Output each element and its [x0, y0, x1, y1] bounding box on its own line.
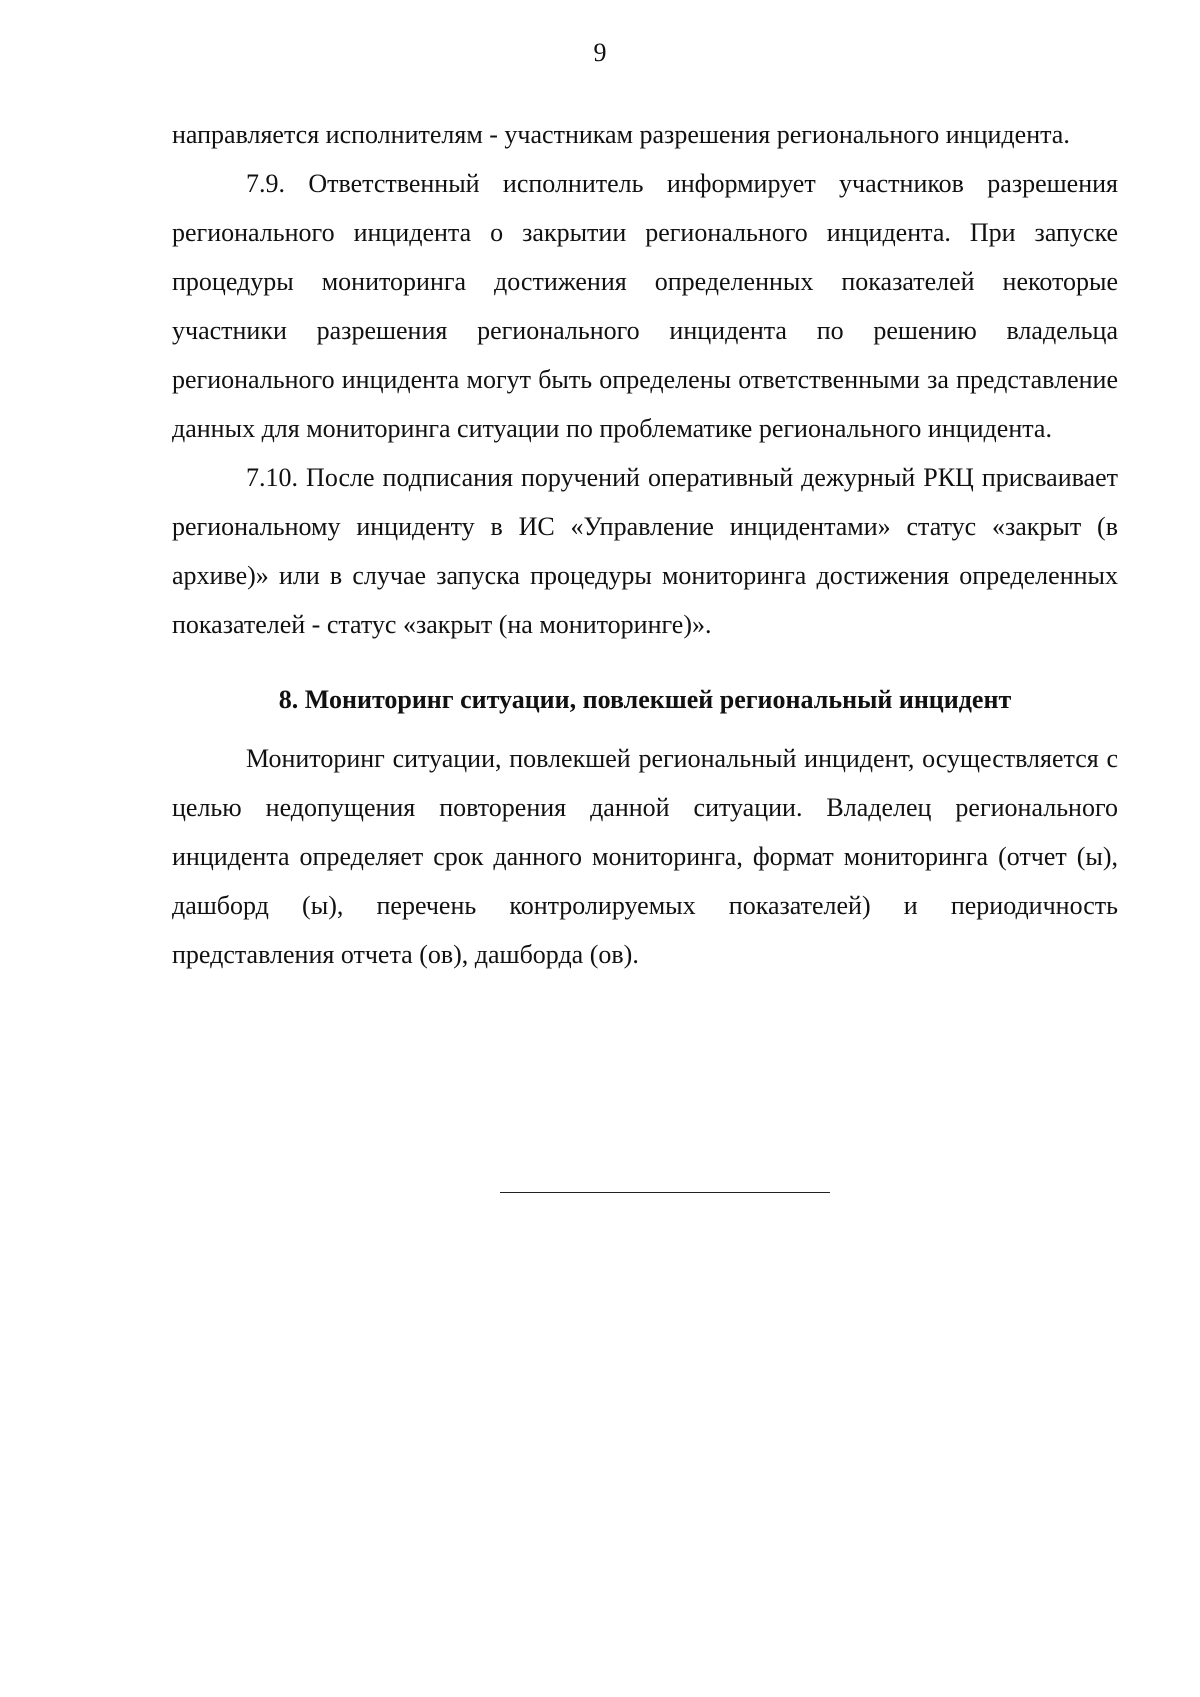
paragraph-continuation: направляется исполнителям - участникам разрешения регионального инцидента. — [172, 120, 1070, 149]
paragraph-7-9: 7.9. Ответственный исполнитель информирует участников разрешения регионального инцидента о закрытии регионального инцидента. При запуске процедуры мониторинга достижения определенных показателей некоторые участники разрешения регионального инцидента по решению владельца регионального инцидента могут быть определены ответственными за представление данных для мониторинга ситуации по проблематике регионального инцидента. — [172, 169, 1118, 443]
end-of-document-rule — [500, 1192, 830, 1193]
section-8-heading: 8. Мониторинг ситуации, повлекшей региональный инцидент — [278, 685, 1012, 714]
page-number: 9 — [593, 38, 607, 67]
section-8-paragraph: Мониторинг ситуации, повлекшей региональный инцидент, осуществляется с целью недопущения повторения данной ситуации. Владелец регионального инцидента определяет срок данного мониторинга, формат мониторинга (отчет (ы), дашборд (ы), перечень контролируемых показателей) и периодичность представления отчета (ов), дашборда (ов). — [172, 744, 1118, 969]
paragraph-7-10: 7.10. После подписания поручений оперативный дежурный РКЦ присваивает региональному инциденту в ИС «Управление инцидентами» статус «закрыт (в архиве)» или в случае запуска процедуры мониторинга достижения определенных показателей - статус «закрыт (на мониторинге)». — [172, 463, 1118, 639]
document-body — [172, 110, 1118, 979]
